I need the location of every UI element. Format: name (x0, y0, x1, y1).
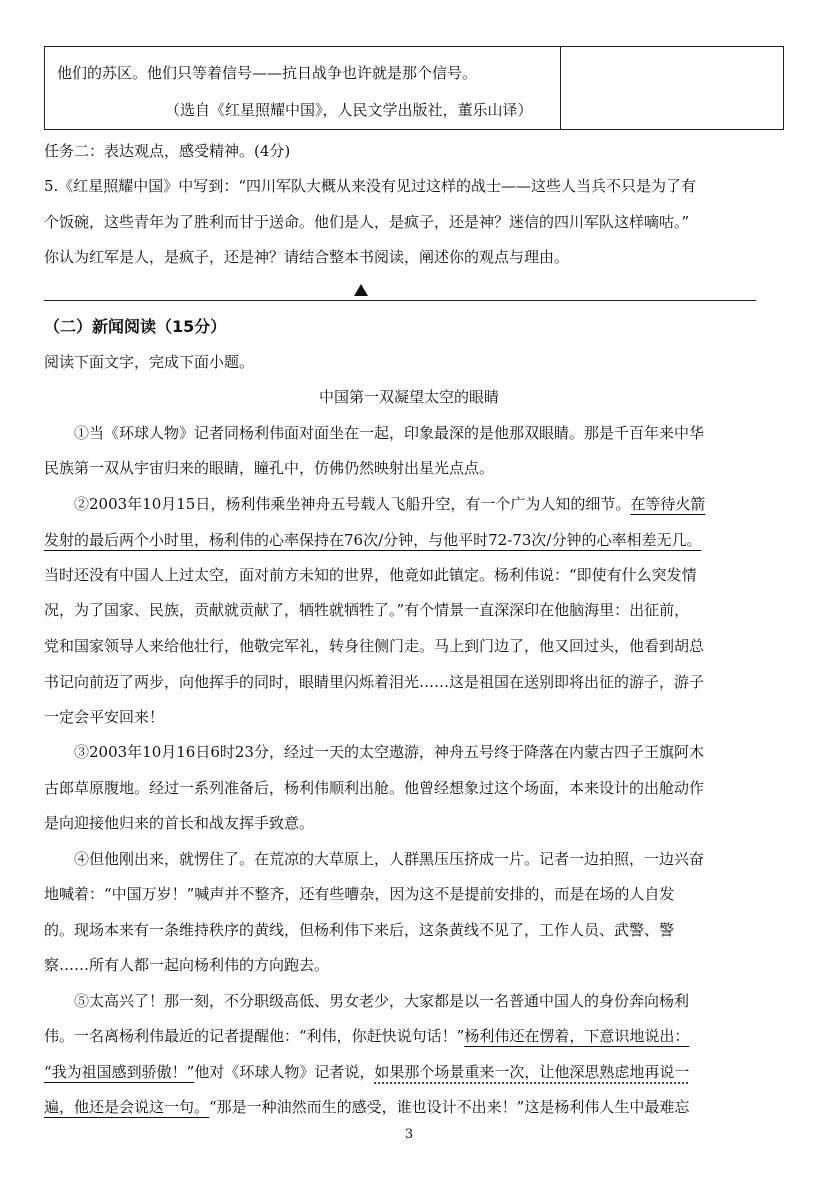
question-5-line-3: 你认为红军是人，是疯子，还是神？请结合整本书阅读，阐述你的观点与理由。 (44, 248, 570, 266)
excerpt-table (44, 46, 784, 130)
p2-underlined-start: 在等待火箭 (630, 495, 706, 513)
table-divider (560, 47, 561, 129)
p1-line-1: ①当《环球人物》记者同杨利伟面对面坐在一起，印象最深的是他那双眼睛。那是千百年来中华 (74, 424, 705, 442)
p5-line-4-text: “那是一种油然而生的感受，谁也设计不出来！”这是杨利伟人生中最难忘 (209, 1098, 690, 1116)
question-5-line-2: 个饭碗，这些青年为了胜利而甘于送命。他们是人，是疯子，还是神？迷信的四川军队这样嘀咕。” (44, 213, 690, 231)
question-5-line-1: 5.《红星照耀中国》中写到：“四川军队大概从来没有见过这样的战士——这些人当兵不只是为了有 (44, 177, 696, 195)
p5-underlined-phrase: 杨利伟还在愣着，下意识地说出： (464, 1027, 690, 1045)
p5-underlined-end: 遍，他还是会说这一句。 (44, 1098, 210, 1116)
p1-line-2: 民族第一双从宇宙归来的眼睛，瞳孔中，仿佛仍然映射出星光点点。 (44, 459, 495, 477)
p2-line-1-text: ②2003年10月15日，杨利伟乘坐神舟五号载人飞船升空，有一个广为人知的细节。 (74, 495, 631, 513)
p5-line-4 (44, 1097, 689, 1117)
section-2-title: （二）新闻阅读（15分） (44, 317, 227, 336)
p2-line-5: 党和国家领导人来给他壮行，他敬完军礼，转身往侧门走。马上到门边了，他又回过头，他看到胡总 (44, 637, 705, 655)
p5-dotted-phrase: 如果那个场景重来一次，让他深思熟虑地再说一 (374, 1063, 690, 1081)
p4-line-2: 地喊着：“中国万岁！”喊声并不整齐，还有些嘈杂，因为这不是提前安排的，而是在场的人自发 (44, 885, 675, 903)
p2-line-4: 况，为了国家、民族，贡献就贡献了，牺牲就牺牲了。”有个情景一直深深印在他脑海里：出征前， (44, 601, 690, 619)
p5-line-3 (44, 1062, 689, 1082)
p4-line-4: 察……所有人都一起向杨利伟的方向跑去。 (44, 956, 330, 974)
p5-line-1: ⑤太高兴了！那一刻，不分职级高低、男女老少，大家都是以一名普通中国人的身份奔向杨利 (74, 992, 690, 1010)
answer-marker-triangle-icon (354, 284, 368, 296)
page-number: 3 (404, 1127, 414, 1142)
p4-line-3: 的。现场本来有一条维持秩序的黄线，但杨利伟下来后，这条黄线不见了，工作人员、武警、警 (44, 921, 675, 939)
excerpt-line-1: 他们的苏区。他们只等着信号——抗日战争也许就是那个信号。 (57, 64, 478, 82)
section-2-intro: 阅读下面文字，完成下面小题。 (44, 353, 255, 371)
p2-line-7: 一定会平安回来！ (44, 708, 165, 726)
p5-line-2 (44, 1026, 689, 1046)
p2-line-1 (74, 494, 705, 514)
answer-line (44, 300, 756, 301)
p5-line-3-text: 他对《环球人物》记者说， (194, 1063, 375, 1081)
task2-heading: 任务二：表达观点，感受精神。(4分) (44, 142, 291, 160)
p3-line-3: 是向迎接他归来的首长和战友挥手致意。 (44, 814, 315, 832)
article-title: 中国第一双凝望太空的眼睛 (318, 388, 499, 406)
p2-line-6: 书记向前迈了两步，向他挥手的同时，眼睛里闪烁着泪光……这是祖国在送别即将出征的游子，游子 (44, 673, 705, 691)
p5-underlined-quote: “我为祖国感到骄傲！” (44, 1063, 195, 1081)
p3-line-2: 古郎草原腹地。经过一系列准备后，杨利伟顺利出舱。他曾经想象过这个场面，本来设计的出舱动作 (44, 779, 705, 797)
p5-line-2-text: 伟。一名离杨利伟最近的记者提醒他：“利伟，你赶快说句话！” (44, 1027, 465, 1045)
p2-line-3: 当时还没有中国人上过太空，面对前方未知的世界，他竟如此镇定。杨利伟说：“即使有什么突发情 (44, 566, 697, 584)
p4-line-1: ④但他刚出来，就愣住了。在荒凉的大草原上，人群黑压压挤成一片。记者一边拍照，一边兴奋 (74, 850, 705, 868)
p2-line-2-underlined: 发射的最后两个小时里，杨利伟的心率保持在76次/分钟，与他平时72-73次/分钟的心率相差无几。 (44, 531, 702, 549)
excerpt-source: （选自《红星照耀中国》，人民文学出版社，董乐山译） (165, 101, 533, 119)
p3-line-1: ③2003年10月16日6时23分，经过一天的太空遨游，神舟五号终于降落在内蒙古四子王旗阿木 (74, 743, 704, 761)
